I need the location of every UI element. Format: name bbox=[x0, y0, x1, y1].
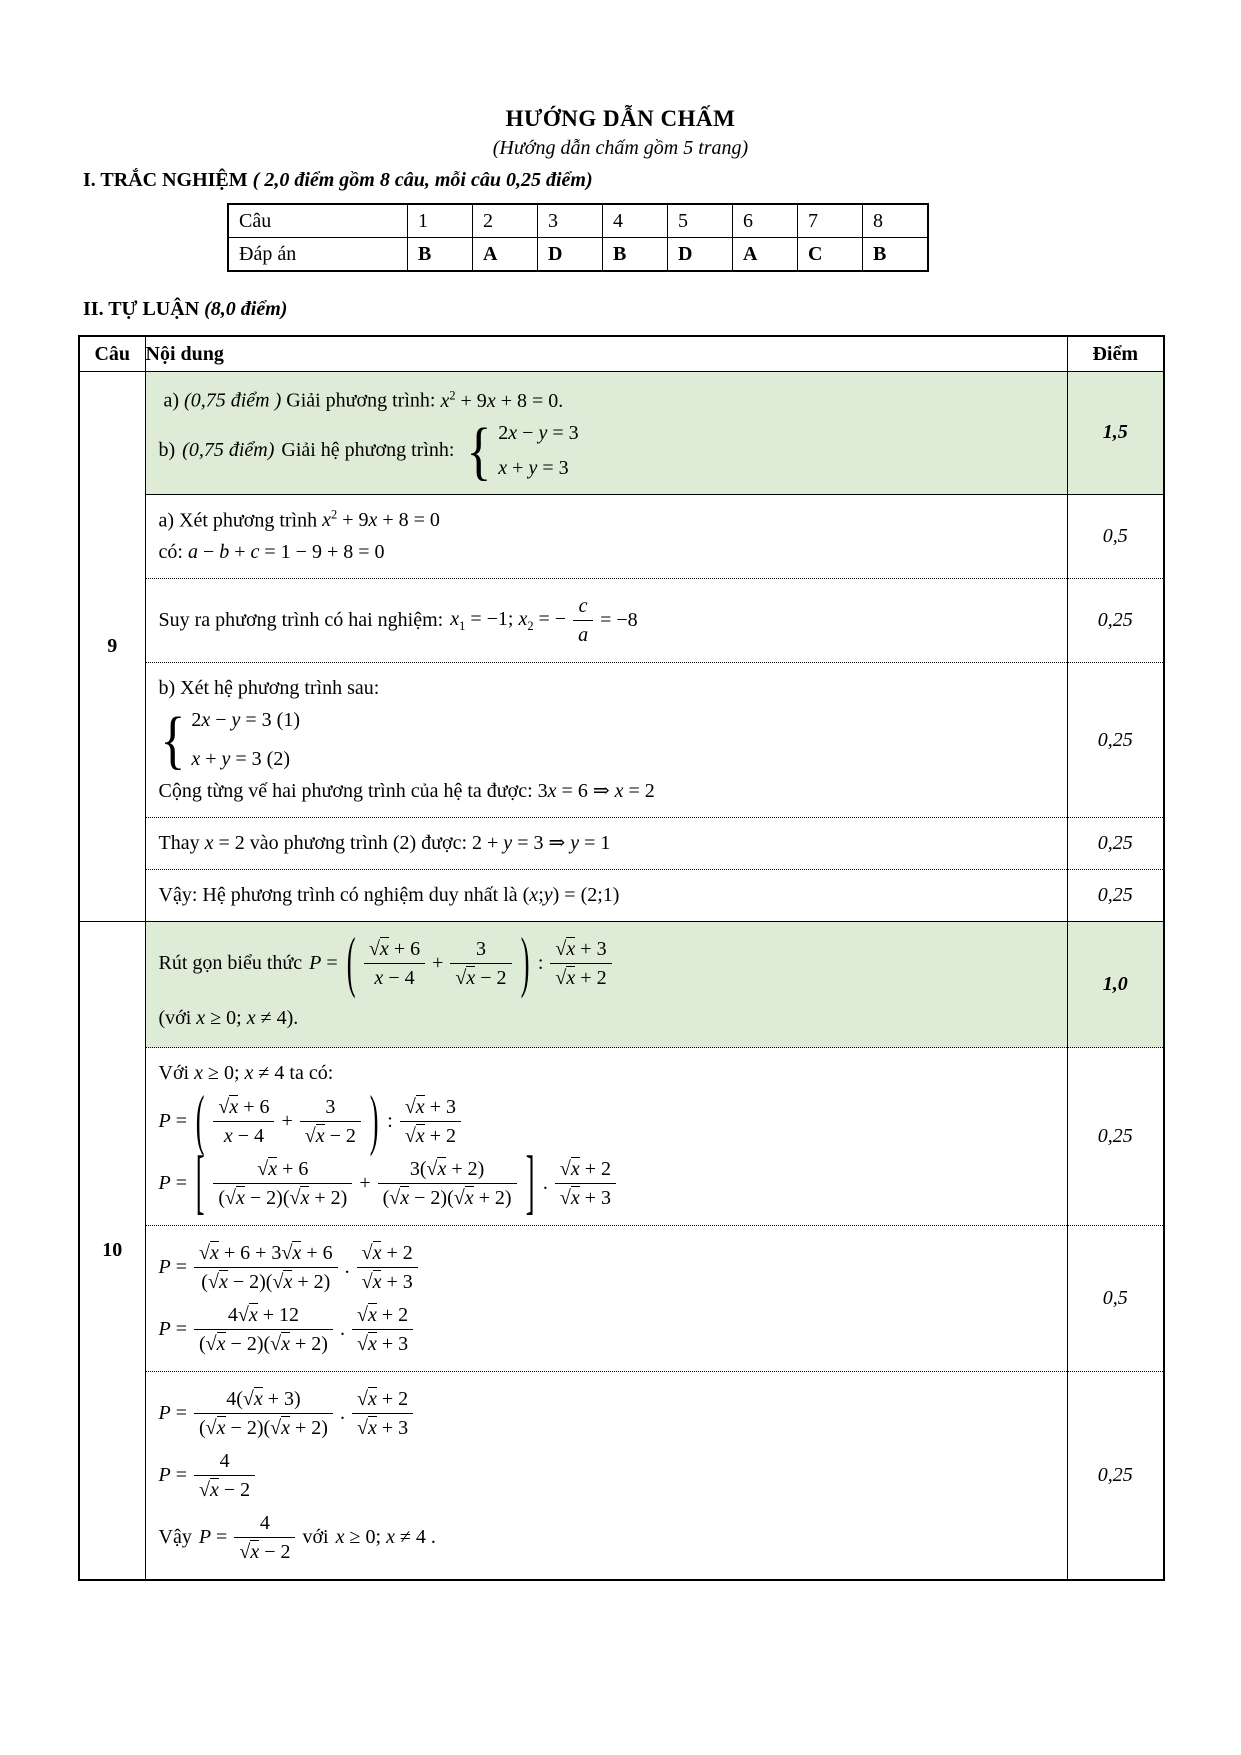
fraction: $\frac{√x + 6}{x - 4}$ bbox=[364, 936, 425, 991]
equation: x = 2 bbox=[204, 832, 245, 855]
multiply-dot: . bbox=[344, 1256, 350, 1279]
text: ). bbox=[286, 1007, 299, 1030]
fraction: $\frac{4}{√x - 2}$ bbox=[234, 1510, 295, 1565]
p-lhs: P = bbox=[158, 1256, 187, 1279]
p-lhs: P = bbox=[158, 1402, 187, 1425]
q10-constraint bbox=[159, 1005, 1057, 1032]
equation: 2 + y = 3 ⇒ y = 1 bbox=[472, 832, 611, 855]
mc-question-row bbox=[228, 204, 928, 238]
fraction: $\frac{c}{a}$ bbox=[573, 593, 593, 648]
q9-step5-score: 0,25 bbox=[1067, 870, 1164, 922]
q9-step1-content bbox=[145, 494, 1067, 579]
text: b) Xét hệ phương trình sau: bbox=[158, 677, 380, 700]
system-eq-1: 2x − y = 3 (1) bbox=[191, 709, 301, 732]
right-paren: ) bbox=[369, 1085, 379, 1159]
section-1-note: ( 2,0 điểm gồm 8 câu, mỗi câu 0,25 điểm) bbox=[252, 169, 593, 191]
fraction: $\frac{√x + 6}{(√x - 2)(√x + 2)}$ bbox=[213, 1156, 352, 1211]
q9-step3-row bbox=[79, 663, 1164, 818]
equation: = −8 bbox=[600, 609, 638, 632]
q10-step1-content bbox=[145, 1048, 1067, 1226]
text: Cộng từng vế hai phương trình của hệ ta được: bbox=[158, 780, 533, 803]
q9-intro-a bbox=[159, 387, 1057, 415]
q10-intro-score: 1,0 bbox=[1067, 922, 1164, 1048]
mc-answer-cell: B bbox=[603, 238, 668, 272]
equation-system bbox=[465, 413, 579, 487]
p-lhs: P = bbox=[309, 952, 338, 975]
q10-step2-score: 0,5 bbox=[1067, 1226, 1164, 1372]
p-lhs: P = bbox=[158, 1464, 187, 1487]
mc-question-cell: 4 bbox=[603, 204, 668, 238]
fraction: $\frac{√x + 6}{x - 4}$ bbox=[213, 1094, 274, 1149]
mc-question-cell: 3 bbox=[538, 204, 603, 238]
formula bbox=[159, 1240, 1057, 1295]
q9-step2-score: 0,25 bbox=[1067, 579, 1164, 663]
formula bbox=[158, 1144, 1057, 1223]
text: a) Xét phương trình bbox=[158, 509, 318, 532]
brace-symbol: { bbox=[466, 413, 492, 487]
equation: x ≥ 0; x ≠ 4 bbox=[194, 1062, 285, 1085]
q9-intro-b bbox=[158, 413, 1057, 487]
mc-answer-cell: D bbox=[538, 238, 603, 272]
conclusion-line bbox=[159, 1510, 1057, 1565]
multiply-dot: . bbox=[542, 1172, 548, 1195]
q9-step5-row bbox=[79, 870, 1164, 922]
essay-table-header bbox=[79, 336, 1164, 372]
section-2-note: (8,0 điểm) bbox=[204, 298, 288, 320]
fraction: $\frac{4√x + 12}{(√x - 2)(√x + 2)}$ bbox=[194, 1302, 333, 1357]
mc-answer-row bbox=[228, 238, 928, 272]
header-diem: Điểm bbox=[1067, 336, 1164, 372]
q9-intro-score: 1,5 bbox=[1067, 372, 1164, 495]
q9-step2-row bbox=[79, 579, 1164, 663]
statement: Giải phương trình: bbox=[286, 389, 436, 412]
q10-step2-content bbox=[145, 1226, 1067, 1372]
q9-intro-row bbox=[79, 372, 1164, 495]
divide-operator: : bbox=[387, 1110, 393, 1133]
text: Rút gọn biểu thức bbox=[158, 952, 303, 975]
mc-answer-cell: A bbox=[473, 238, 538, 272]
mc-question-cell: 6 bbox=[733, 204, 798, 238]
q10-intro-row bbox=[79, 922, 1164, 1048]
header-noi-dung: Nội dung bbox=[145, 336, 1067, 372]
text: (với bbox=[158, 1007, 192, 1030]
statement: Giải hệ phương trình: bbox=[281, 439, 455, 462]
divide-operator: : bbox=[537, 952, 544, 975]
system-eq-1: 2x − y = 3 bbox=[498, 421, 579, 444]
left-paren: ( bbox=[346, 927, 356, 1001]
mc-answer-cell: B bbox=[863, 238, 929, 272]
system-eq-2: x + y = 3 bbox=[498, 456, 569, 479]
left-bracket: [ bbox=[195, 1144, 205, 1223]
q10-step3-score: 0,25 bbox=[1067, 1372, 1164, 1581]
system-eq-2: x + y = 3 (2) bbox=[191, 748, 291, 771]
q9-step2-content bbox=[145, 579, 1067, 663]
points-note: (0,75 điểm) bbox=[182, 439, 275, 462]
p-lhs: P = bbox=[158, 1172, 187, 1195]
q10-step1-score: 0,25 bbox=[1067, 1048, 1164, 1226]
mc-question-cell: 7 bbox=[798, 204, 863, 238]
multiply-dot: . bbox=[339, 1318, 345, 1341]
fraction: $\frac{4}{√x - 2}$ bbox=[194, 1448, 255, 1503]
q10-intro-content bbox=[145, 922, 1067, 1048]
mc-answer-cell: A bbox=[733, 238, 798, 272]
text: Với bbox=[158, 1062, 190, 1085]
mc-question-cell: 5 bbox=[668, 204, 733, 238]
q9-step5-content bbox=[145, 870, 1067, 922]
essay-table bbox=[78, 335, 1165, 1581]
q9-step4-row bbox=[79, 818, 1164, 870]
formula bbox=[159, 1448, 1057, 1503]
q10-step3-content bbox=[145, 1372, 1067, 1581]
label-a: a) bbox=[163, 389, 180, 412]
left-paren: ( bbox=[195, 1085, 205, 1159]
equation: $x^2 + 9x + 8 = 0$ bbox=[322, 507, 440, 532]
mc-question-cell: 2 bbox=[473, 204, 538, 238]
mc-answer-cell: C bbox=[798, 238, 863, 272]
q10-step3-row bbox=[79, 1372, 1164, 1581]
plus-operator: + bbox=[281, 1110, 293, 1133]
formula bbox=[159, 1302, 1057, 1357]
text: với bbox=[302, 1526, 329, 1549]
q10-intro-formula bbox=[158, 927, 1057, 1001]
q10-step2-row bbox=[79, 1226, 1164, 1372]
p-lhs: P = bbox=[158, 1110, 187, 1133]
right-bracket: ] bbox=[525, 1144, 535, 1223]
multiple-choice-table bbox=[227, 203, 929, 272]
fraction: $\frac{√x + 2}{√x + 3}$ bbox=[352, 1302, 413, 1357]
mc-row-label: Đáp án bbox=[228, 238, 408, 272]
section-2-title: II. TỰ LUẬN bbox=[83, 298, 200, 320]
equation: $x^2 + 9x + 8 = 0$. bbox=[440, 388, 564, 412]
mc-answer-cell: D bbox=[668, 238, 733, 272]
mc-question-cell: 1 bbox=[408, 204, 473, 238]
text: Thay bbox=[158, 832, 200, 855]
p-lhs: P = bbox=[198, 1526, 228, 1549]
text: có: bbox=[158, 541, 183, 564]
equation: $x_1 = -1$; $x_2$ = − bbox=[450, 607, 567, 633]
formula bbox=[159, 1386, 1057, 1441]
fraction: $\frac{3}{√x - 2}$ bbox=[300, 1094, 361, 1149]
equation: x ≥ 0; x ≠ 4 . bbox=[335, 1526, 436, 1549]
q9-step3-content bbox=[145, 663, 1067, 818]
section-1-heading bbox=[83, 169, 1241, 192]
q9-step3-score: 0,25 bbox=[1067, 663, 1164, 818]
equation: (x;y) = (2;1) bbox=[522, 884, 620, 907]
header-cau: Câu bbox=[79, 336, 145, 372]
section-2-heading bbox=[83, 298, 1241, 321]
q9-step4-content bbox=[145, 818, 1067, 870]
fraction: $\frac{√x + 2}{√x + 3}$ bbox=[555, 1156, 616, 1211]
text: Vậy: Hệ phương trình có nghiệm duy nhất là bbox=[158, 884, 518, 907]
brace-symbol: { bbox=[159, 703, 185, 777]
plus-operator: + bbox=[359, 1172, 371, 1195]
text: Suy ra phương trình có hai nghiệm: bbox=[158, 609, 444, 632]
mc-answer-cell: B bbox=[408, 238, 473, 272]
right-paren: ) bbox=[520, 927, 530, 1001]
equation-system bbox=[159, 703, 301, 777]
q10-step1-row bbox=[79, 1048, 1164, 1226]
p-lhs: P = bbox=[158, 1318, 187, 1341]
equation: x ≥ 0; x ≠ 4 bbox=[196, 1007, 287, 1030]
multiply-dot: . bbox=[339, 1402, 345, 1425]
q10-number: 10 bbox=[79, 922, 145, 1581]
mc-row-label: Câu bbox=[228, 204, 408, 238]
mc-question-cell: 8 bbox=[863, 204, 929, 238]
q9-step1-row bbox=[79, 494, 1164, 579]
document-subtitle: (Hướng dẫn chấm gồm 5 trang) bbox=[492, 137, 749, 159]
fraction: $\frac{√x + 3}{√x + 2}$ bbox=[550, 936, 611, 991]
points-note: (0,75 điểm ) bbox=[184, 389, 282, 412]
plus-operator: + bbox=[432, 952, 444, 975]
fraction: $\frac{3(√x + 2)}{(√x - 2)(√x + 2)}$ bbox=[378, 1156, 517, 1211]
q9-intro-content bbox=[145, 372, 1067, 495]
q9-step1-score: 0,5 bbox=[1067, 494, 1164, 579]
formula bbox=[158, 1085, 1057, 1159]
equation: 3x = 6 ⇒ x = 2 bbox=[537, 780, 655, 803]
q9-step4-score: 0,25 bbox=[1067, 818, 1164, 870]
fraction: $\frac{√x + 6 + 3√x + 6}{(√x - 2)(√x + 2)}$ bbox=[194, 1240, 338, 1295]
fraction: $\frac{√x + 2}{√x + 3}$ bbox=[357, 1240, 418, 1295]
fraction: $\frac{√x + 2}{√x + 3}$ bbox=[352, 1386, 413, 1441]
equation: a − b + c = 1 − 9 + 8 = 0 bbox=[187, 541, 385, 564]
label-b: b) bbox=[158, 439, 176, 462]
section-1-title: I. TRẮC NGHIỆM bbox=[83, 169, 248, 191]
text: Vậy bbox=[158, 1526, 192, 1549]
fraction: $\frac{3}{√x - 2}$ bbox=[450, 936, 511, 991]
fraction: $\frac{√x + 3}{√x + 2}$ bbox=[400, 1094, 461, 1149]
text: vào phương trình (2) được: bbox=[249, 832, 468, 855]
fraction: $\frac{4(√x + 3)}{(√x - 2)(√x + 2)}$ bbox=[194, 1386, 333, 1441]
q9-number: 9 bbox=[79, 372, 145, 922]
text: ta có: bbox=[289, 1062, 334, 1085]
document-title: HƯỚNG DẪN CHẤM bbox=[505, 106, 736, 131]
